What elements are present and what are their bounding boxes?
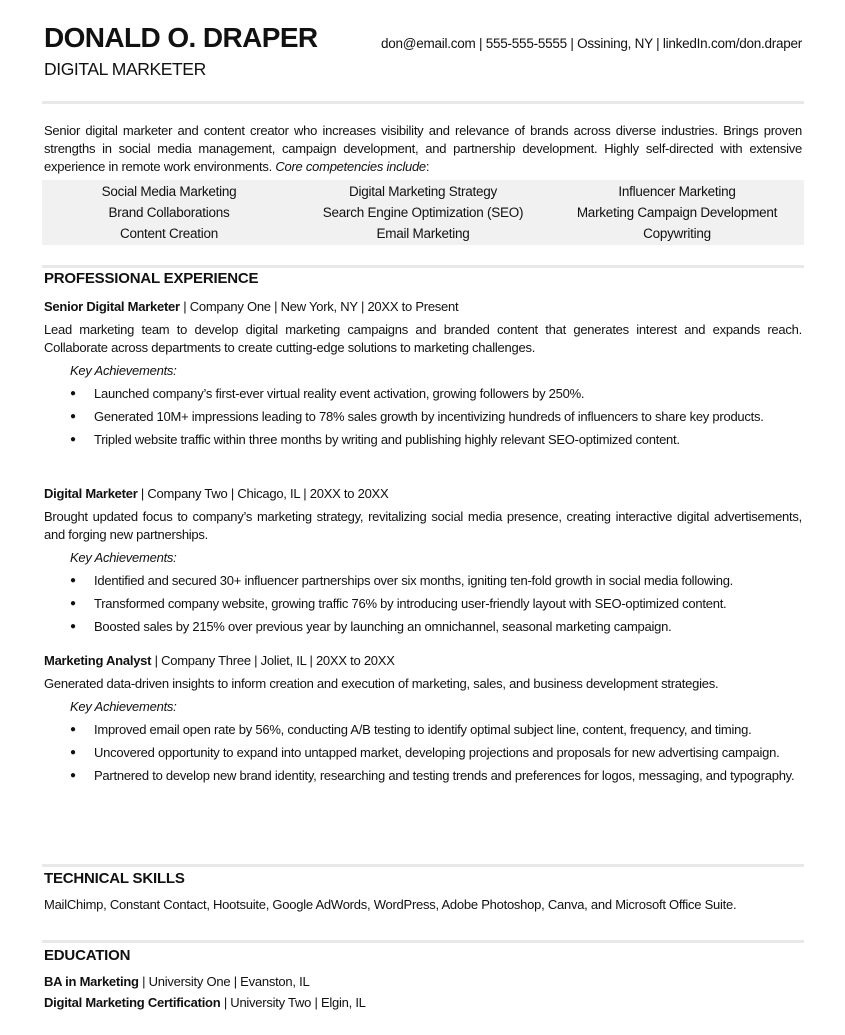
job-description: Generated data-driven insights to inform creation and execution of marketing, sales, and business development strategies. <box>44 676 719 691</box>
list-item: ● Identified and secured 30+ influencer partnerships over six months, igniting ten-fold growth in social media following. <box>70 572 802 590</box>
degree: BA in Marketing <box>44 974 139 989</box>
summary-lead: Core competencies include <box>275 159 426 174</box>
job <box>44 485 802 636</box>
list-item: ● Launched company’s first-ever virtual reality event activation, growing followers by 250%. <box>70 385 802 403</box>
summary-text: Senior digital marketer and content creator who increases visibility and relevance of brands across diverse industries. Brings proven strengths in social media management, campaign development, and partnership development. Highly self-directed with extensive experience in remote work environments. <box>44 123 802 174</box>
list-item: ● Transformed company website, growing traffic 76% by introducing user-friendly layout with SEO-optimized content. <box>70 595 802 613</box>
competency: Copywriting <box>643 226 711 241</box>
experience-section <box>44 270 802 287</box>
job <box>44 652 802 785</box>
competency: Influencer Marketing <box>618 184 736 199</box>
key-achievements-label: Key Achievements: <box>70 699 177 714</box>
skills-text: MailChimp, Constant Contact, Hootsuite, Google AdWords, WordPress, Adobe Photoshop, Canva, and Microsoft Office Suite. <box>44 897 737 912</box>
skills-section <box>44 870 802 914</box>
summary-section <box>44 122 802 245</box>
achievement-list <box>70 385 802 449</box>
competency: Content Creation <box>119 226 219 241</box>
divider <box>42 940 804 943</box>
achievement-list <box>70 721 802 785</box>
competency: Email Marketing <box>376 226 470 241</box>
job-role: Digital Marketer <box>44 486 138 501</box>
education-details: | University Two | Elgin, IL <box>220 995 366 1010</box>
section-heading: PROFESSIONAL EXPERIENCE <box>44 270 259 287</box>
competencies-grid <box>42 180 804 245</box>
job-details: | Company Three | Joliet, IL | 20XX to 20XX <box>151 653 395 668</box>
list-item: ● Tripled website traffic within three months by writing and publishing highly relevant SEO-optimized content. <box>70 431 802 449</box>
education-item <box>44 973 802 991</box>
divider <box>42 101 804 104</box>
competency: Brand Collaborations <box>108 205 230 220</box>
candidate-title: DIGITAL MARKETER <box>44 59 206 79</box>
competency: Social Media Marketing <box>101 184 237 199</box>
job-role: Marketing Analyst <box>44 653 152 668</box>
divider <box>42 265 804 268</box>
job-description: Lead marketing team to develop digital marketing campaigns and branded content that generates interest and expands reach. Collaborate across departments to create cutting-edge solutions to marketing challenges. <box>44 322 802 355</box>
job-details: | Company One | New York, NY | 20XX to Present <box>179 299 459 314</box>
list-item: ● Boosted sales by 215% over previous year by launching an omnichannel, seasonal marketing campaign. <box>70 618 802 636</box>
list-item: ● Partnered to develop new brand identity, researching and testing trends and preferences for logos, messaging, and typography. <box>70 767 802 785</box>
education-section <box>44 947 802 1012</box>
achievement-list <box>70 572 802 636</box>
job-description: Brought updated focus to company’s marketing strategy, revitalizing social media presence, creating interactive digital advertisements, and forging new partnerships. <box>44 509 802 542</box>
list-item: ● Uncovered opportunity to expand into untapped market, developing projections and proposals for new advertising campaign. <box>70 744 802 762</box>
education-details: | University One | Evanston, IL <box>138 974 310 989</box>
contact-info: don@email.com | 555-555-5555 | Ossining, NY | linkedIn.com/don.draper <box>381 36 802 51</box>
divider <box>42 864 804 867</box>
key-achievements-label: Key Achievements: <box>70 363 177 378</box>
job-role: Senior Digital Marketer <box>44 299 180 314</box>
candidate-name: DONALD O. DRAPER <box>44 22 318 53</box>
education-item <box>44 994 802 1012</box>
competency: Digital Marketing Strategy <box>348 184 498 199</box>
job <box>44 298 802 449</box>
colon: : <box>425 159 430 174</box>
section-heading: TECHNICAL SKILLS <box>44 870 185 887</box>
competency: Marketing Campaign Development <box>576 205 778 220</box>
section-heading: EDUCATION <box>44 947 131 964</box>
degree: Digital Marketing Certification <box>44 995 221 1010</box>
job-details: | Company Two | Chicago, IL | 20XX to 20XX <box>137 486 389 501</box>
summary <box>44 122 802 176</box>
list-item: ● Improved email open rate by 56%, conducting A/B testing to identify optimal subject line, content, frequency, and timing. <box>70 721 802 739</box>
key-achievements-label: Key Achievements: <box>70 550 177 565</box>
competency: Search Engine Optimization (SEO) <box>322 205 524 220</box>
list-item: ● Generated 10M+ impressions leading to 78% sales growth by incentivizing hundreds of influencers to share key products. <box>70 408 802 426</box>
